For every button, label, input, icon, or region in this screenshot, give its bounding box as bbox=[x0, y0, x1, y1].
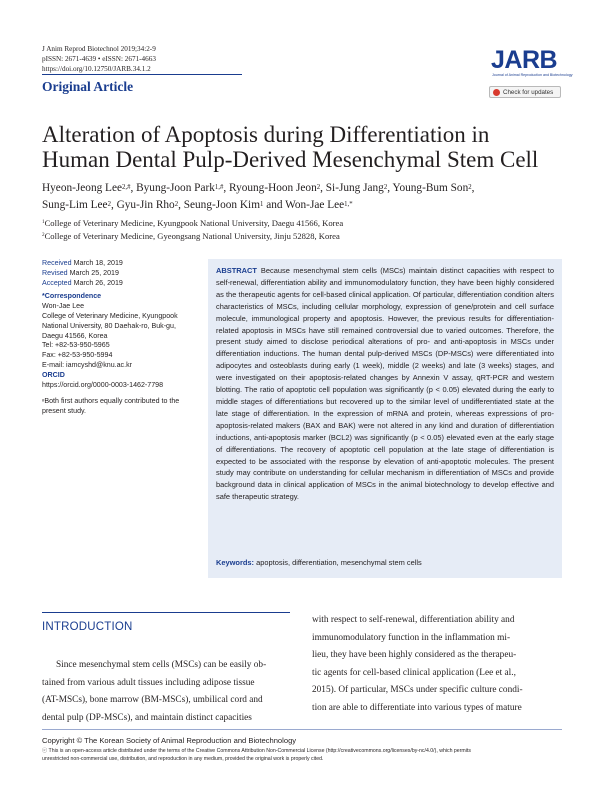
article-type: Original Article bbox=[42, 79, 134, 94]
body-line: (AT-MSCs), bone marrow (BM-MSCs), umbilical cord and bbox=[42, 695, 263, 705]
correspondence-fax: Fax: +82-53-950-5994 bbox=[42, 351, 113, 360]
orcid-heading: ORCID bbox=[42, 370, 65, 379]
copyright-notice: Copyright © The Korean Society of Animal Reproduction and Biotechnology bbox=[42, 736, 297, 745]
date-received bbox=[42, 259, 202, 269]
keywords-label: Keywords: bbox=[216, 558, 255, 567]
body-line: tic agents for cell-based clinical application (Lee et al., bbox=[312, 667, 516, 678]
article-title bbox=[42, 122, 572, 172]
author-name: , Seung-Joon Kim bbox=[178, 199, 260, 211]
keywords-value: apoptosis, differentiation, mesenchymal stem cells bbox=[256, 558, 422, 567]
body-line: Since mesenchymal stem cells (MSCs) can be easily ob- bbox=[56, 660, 267, 670]
author-sup: 1,* bbox=[344, 201, 353, 208]
author-sup: 2 bbox=[107, 201, 111, 208]
body-line: 2015). Of particular, MSCs under specific culture condi- bbox=[312, 685, 523, 695]
author-name: and Won-Jae Lee bbox=[263, 199, 345, 211]
affiliation bbox=[42, 230, 343, 243]
author-name: , Young-Bum Son bbox=[387, 182, 469, 194]
note-text: present study. bbox=[42, 407, 87, 416]
journal-citation: J Anim Reprod Biotechnol 2019;34:2-9 bbox=[42, 45, 156, 53]
check-updates-label: Check for updates bbox=[503, 88, 554, 96]
note-sup: # bbox=[42, 398, 45, 404]
author-list bbox=[42, 180, 572, 214]
body-line: with respect to self-renewal, differentiation ability and bbox=[312, 615, 515, 625]
intro-divider bbox=[42, 612, 290, 613]
affiliation-sup: 2 bbox=[42, 231, 45, 238]
abstract-box bbox=[208, 259, 562, 578]
date-accepted bbox=[42, 279, 202, 289]
correspondence-email[interactable]: E-mail: iamcyshd@knu.ac.kr bbox=[42, 360, 132, 369]
header-divider bbox=[42, 74, 242, 75]
check-updates-icon bbox=[493, 89, 500, 96]
journal-logo-text: JARB bbox=[491, 46, 558, 74]
article-sidebar bbox=[42, 259, 202, 417]
title-line: Alteration of Apoptosis during Differentiation in bbox=[42, 122, 490, 147]
author-line bbox=[42, 197, 572, 214]
article-dates bbox=[42, 259, 202, 288]
date-label: Received bbox=[42, 259, 72, 267]
author-name: , Si-Jung Jang bbox=[320, 182, 384, 194]
author-sup: 2 bbox=[383, 184, 388, 191]
correspondence-heading: *Correspondence bbox=[42, 292, 102, 301]
intro-column-left bbox=[42, 657, 290, 727]
section-heading-introduction: INTRODUCTION bbox=[42, 621, 133, 633]
license-line: ⓒ This is an open-access article distributed under the terms of the Creative Commons Attribution Non-Commercial License (http://creativecommons.org/licenses/by-nc/4.0/), which permits bbox=[42, 748, 471, 754]
check-for-updates-button[interactable] bbox=[489, 86, 561, 98]
affiliation-sup: 1 bbox=[42, 219, 45, 225]
journal-doi-link[interactable]: https://doi.org/10.12750/JARB.34.1.2 bbox=[42, 65, 151, 74]
footer-divider bbox=[42, 729, 562, 730]
keywords bbox=[216, 558, 422, 567]
date-value: March 26, 2019 bbox=[73, 278, 123, 287]
license-line: unrestricted non-commercial use, distribution, and reproduction in any medium, provided the original work is properly cited. bbox=[42, 755, 324, 762]
date-value: March 25, 2019 bbox=[69, 268, 119, 277]
abstract-label: ABSTRACT bbox=[216, 266, 257, 275]
author-name: Hyeon-Jeong Lee bbox=[42, 182, 122, 194]
affiliation-text: College of Veterinary Medicine, Gyeongsang National University, Jinju 52828, Korea bbox=[44, 230, 340, 241]
correspondence-line: National University, 80 Daehak-ro, Buk-gu, bbox=[42, 321, 176, 330]
author-name: , Gyu-Jin Rho bbox=[110, 199, 175, 211]
body-line: tion are able to differentiate into various types of mature bbox=[312, 702, 522, 713]
journal-issn: pISSN: 2671-4639 • eISSN: 2671-4663 bbox=[42, 55, 156, 64]
author-sup: 2 bbox=[174, 201, 179, 208]
equal-contribution-note bbox=[42, 397, 202, 417]
orcid-link[interactable]: https://orcid.org/0000-0003-1462-7798 bbox=[42, 380, 164, 389]
journal-logo-subtitle: Journal of Animal Reproduction and Biotechnology bbox=[492, 73, 573, 77]
abstract-body: Because mesenchymal stem cells (MSCs) maintain distinct capacities with respect to self-renewal, differentiation ability and immunomodulatory function, they have been highly considered as the therapeutic agents for cell-based clinical application. Of particular, differentiation condition alters characteristics of MSCs, including cellular morphology, expression of gene/protein and cell surface molecule, immunological property and apoptosis. However, the previous results for differentiation-related apoptosis in MSCs have still remained controversial due to varied outcomes. Therefore, the present study aimed to disclose periodical alterations of pro- and anti-apoptosis in MSCs under differentiation inductions. The human dental pulp-derived MSCs (DP-MSCs) were differentiated into adipocytes and osteoblasts during early (1 week), middle (2 weeks) and late (3 weeks) stages, and were investigated on their apoptosis-related changes by Annexin V assay, qRT-PCR and western blotting. The ratio of apoptotic cell population was significantly (p < 0.05) elevated during the early to middle stages of differentiations but recovered up to the similar level of undifferentiated state at the late stage of differentiation. In the expression of mRNA and protein, whereas expressions of pro-apoptosis-related makers (BAX and BAK) were not altered in any kind and duration of differentiation inductions, anti-apoptosis marker (BCL2) was significantly (p < 0.05) elevated even at the early stage of differentiations. The recovery of apoptotic cell population at the late stage of differentiation is expected to be associated with the response by elevation of anti-apoptotic molecules. The present study may contribute on understanding for cellular mechanism in differentiation of MSCs and provide background data in clinical application of MSCs in the animal biotechnology to develop effective and safe therapeutic strategy. bbox=[216, 266, 554, 502]
body-line: immunomodulatory function in the inflammation mi- bbox=[312, 632, 511, 643]
correspondence-tel: Tel: +82-53-950-5965 bbox=[42, 341, 110, 350]
affiliation bbox=[42, 217, 343, 230]
author-name: , Byung-Joon Park bbox=[130, 182, 215, 194]
author-name: Sung-Lim Lee bbox=[42, 199, 108, 211]
journal-logo bbox=[489, 46, 573, 82]
body-line: dental pulp (DP-MSCs), and maintain distinct capacities bbox=[42, 712, 252, 723]
author-name: , Ryoung-Hoon Jeon bbox=[223, 182, 317, 194]
date-label: Revised bbox=[42, 268, 68, 277]
author-sup: 2,# bbox=[122, 184, 131, 191]
author-separator: , bbox=[471, 182, 475, 194]
date-value: March 18, 2019 bbox=[73, 259, 123, 267]
abstract bbox=[216, 265, 554, 503]
correspondence-line: Won-Jae Lee bbox=[42, 302, 85, 311]
body-line: lieu, they have been highly considered as the therapeu- bbox=[312, 650, 517, 660]
affiliations bbox=[42, 217, 343, 242]
body-line: tained from various adult tissues including adipose tissue bbox=[42, 677, 255, 688]
note-text: Both first authors equally contributed to the bbox=[44, 397, 180, 406]
correspondence-line: Daegu 41566, Korea bbox=[42, 331, 108, 340]
author-sup: 2 bbox=[468, 184, 472, 191]
date-label: Accepted bbox=[42, 278, 72, 287]
affiliation-text: College of Veterinary Medicine, Kyungpook National University, Daegu 41566, Korea bbox=[44, 218, 344, 228]
date-revised bbox=[42, 269, 202, 279]
license-notice bbox=[42, 748, 562, 763]
author-sup: 1 bbox=[259, 201, 264, 208]
author-line bbox=[42, 180, 572, 197]
correspondence-line: College of Veterinary Medicine, Kyungpook bbox=[42, 311, 178, 320]
journal-meta bbox=[42, 44, 156, 75]
author-sup: 1,# bbox=[214, 184, 224, 191]
title-line: Human Dental Pulp-Derived Mesenchymal Stem Cell bbox=[42, 147, 539, 172]
intro-column-right bbox=[312, 612, 560, 717]
author-sup: 2 bbox=[316, 184, 321, 191]
